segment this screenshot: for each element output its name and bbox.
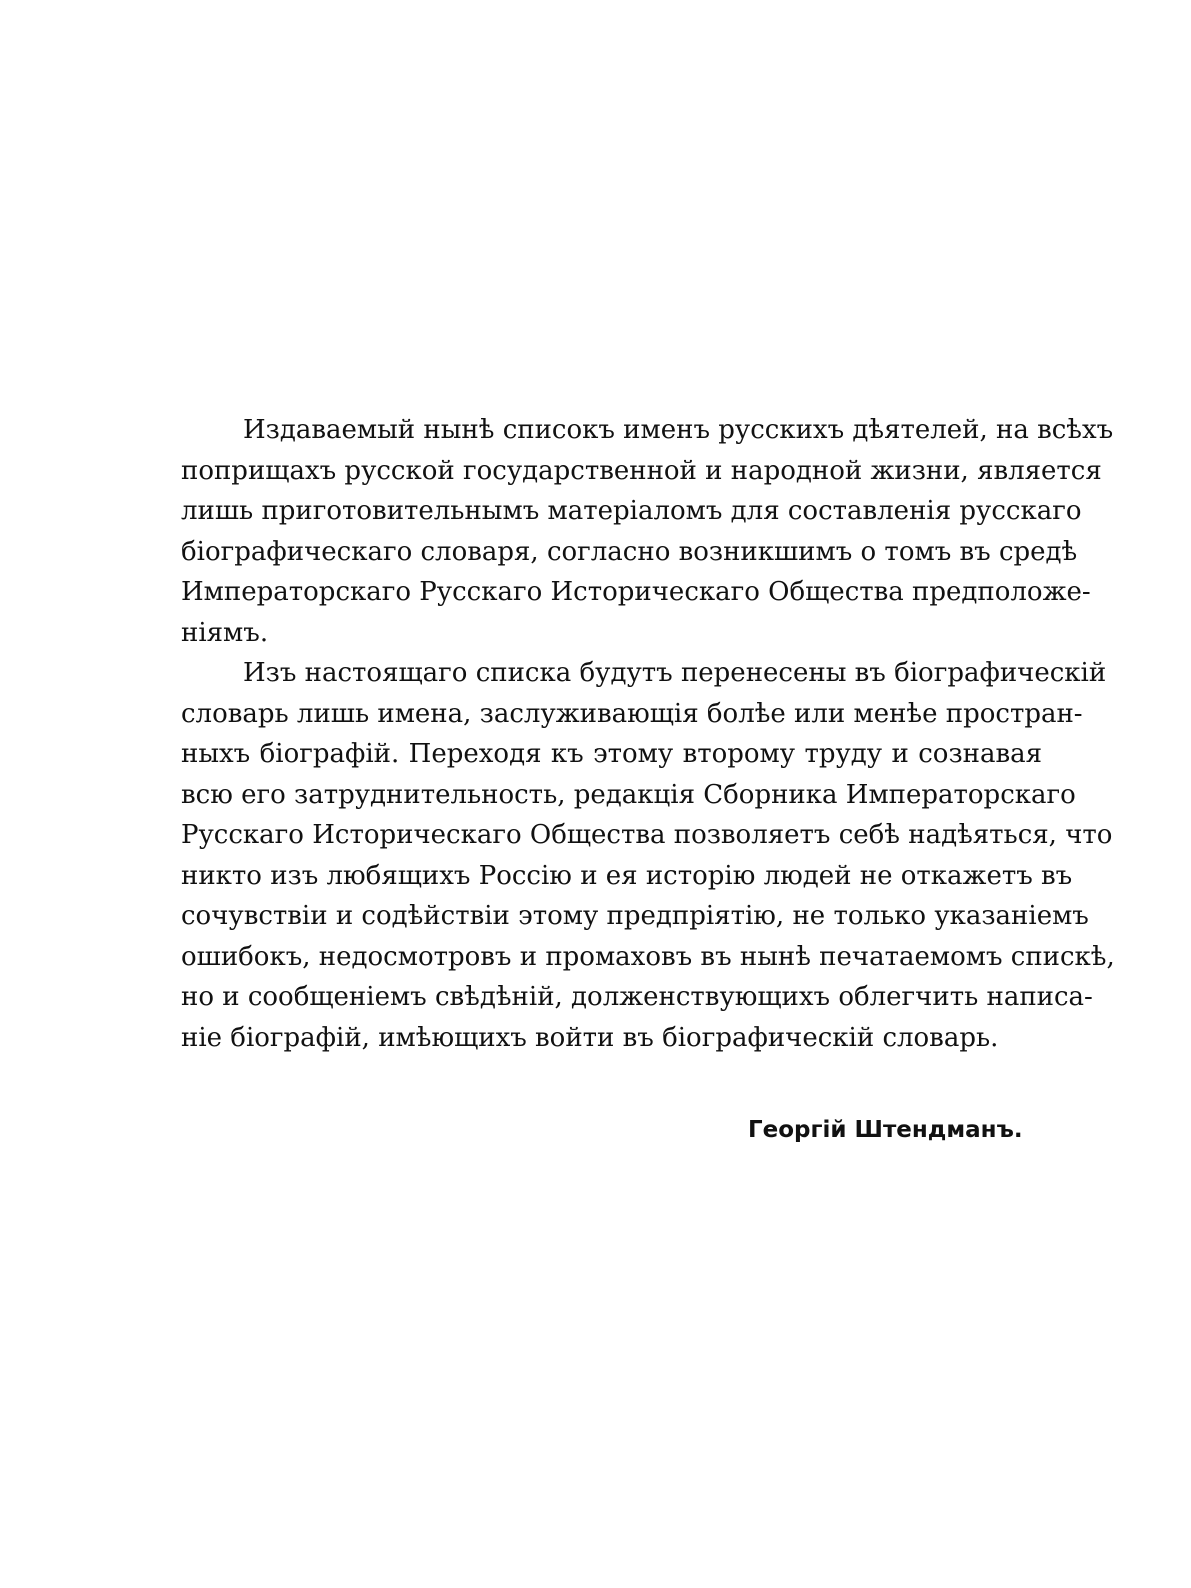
paragraph-2 (181, 653, 1115, 1058)
text-line: біографическаго словаря, согласно возникшимъ о томъ въ средѣ (181, 536, 1078, 567)
text-line: поприщахъ русской государственной и народной жизни, является (181, 455, 1102, 486)
text-line: но и сообщеніемъ свѣдѣній, долженствующихъ облегчить написа- (181, 982, 1093, 1012)
text-line: словарь лишь имена, заслуживающія болѣе или менѣе простран- (181, 698, 1083, 729)
author-signature: Георгій Штендманъ. (748, 1117, 1023, 1143)
text-line: Императорскаго Русскаго Историческаго Общества предположе- (181, 577, 1091, 607)
text-line: ошибокъ, недосмотровъ и промаховъ въ нынѣ печатаемомъ спискѣ, (181, 941, 1115, 972)
text-line: ніямъ. (181, 617, 269, 648)
text-line: Изъ настоящаго списка будутъ перенесены въ біографическій (243, 658, 1107, 688)
text-line: всю его затруднительность, редакція Сборника Императорскаго (181, 779, 1076, 810)
text-line: никто изъ любящихъ Россію и ея исторію людей не откажетъ въ (181, 860, 1073, 891)
paragraph-1 (181, 410, 1114, 653)
text-line: Издаваемый нынѣ списокъ именъ русскихъ дѣятелей, на всѣхъ (243, 415, 1114, 445)
text-line: ніе біографій, имѣющихъ войти въ біографическій словарь. (181, 1022, 999, 1053)
text-line: лишь приготовительнымъ матеріаломъ для составленія русскаго (181, 496, 1082, 526)
text-line: сочувствіи и содѣйствіи этому предпріятію, не только указаніемъ (181, 901, 1089, 931)
text-line: ныхъ біографій. Переходя къ этому второму труду и сознавая (181, 739, 1042, 769)
preface-text (181, 410, 1115, 1058)
text-line: Русскаго Историческаго Общества позволяетъ себѣ надѣяться, что (181, 820, 1113, 850)
